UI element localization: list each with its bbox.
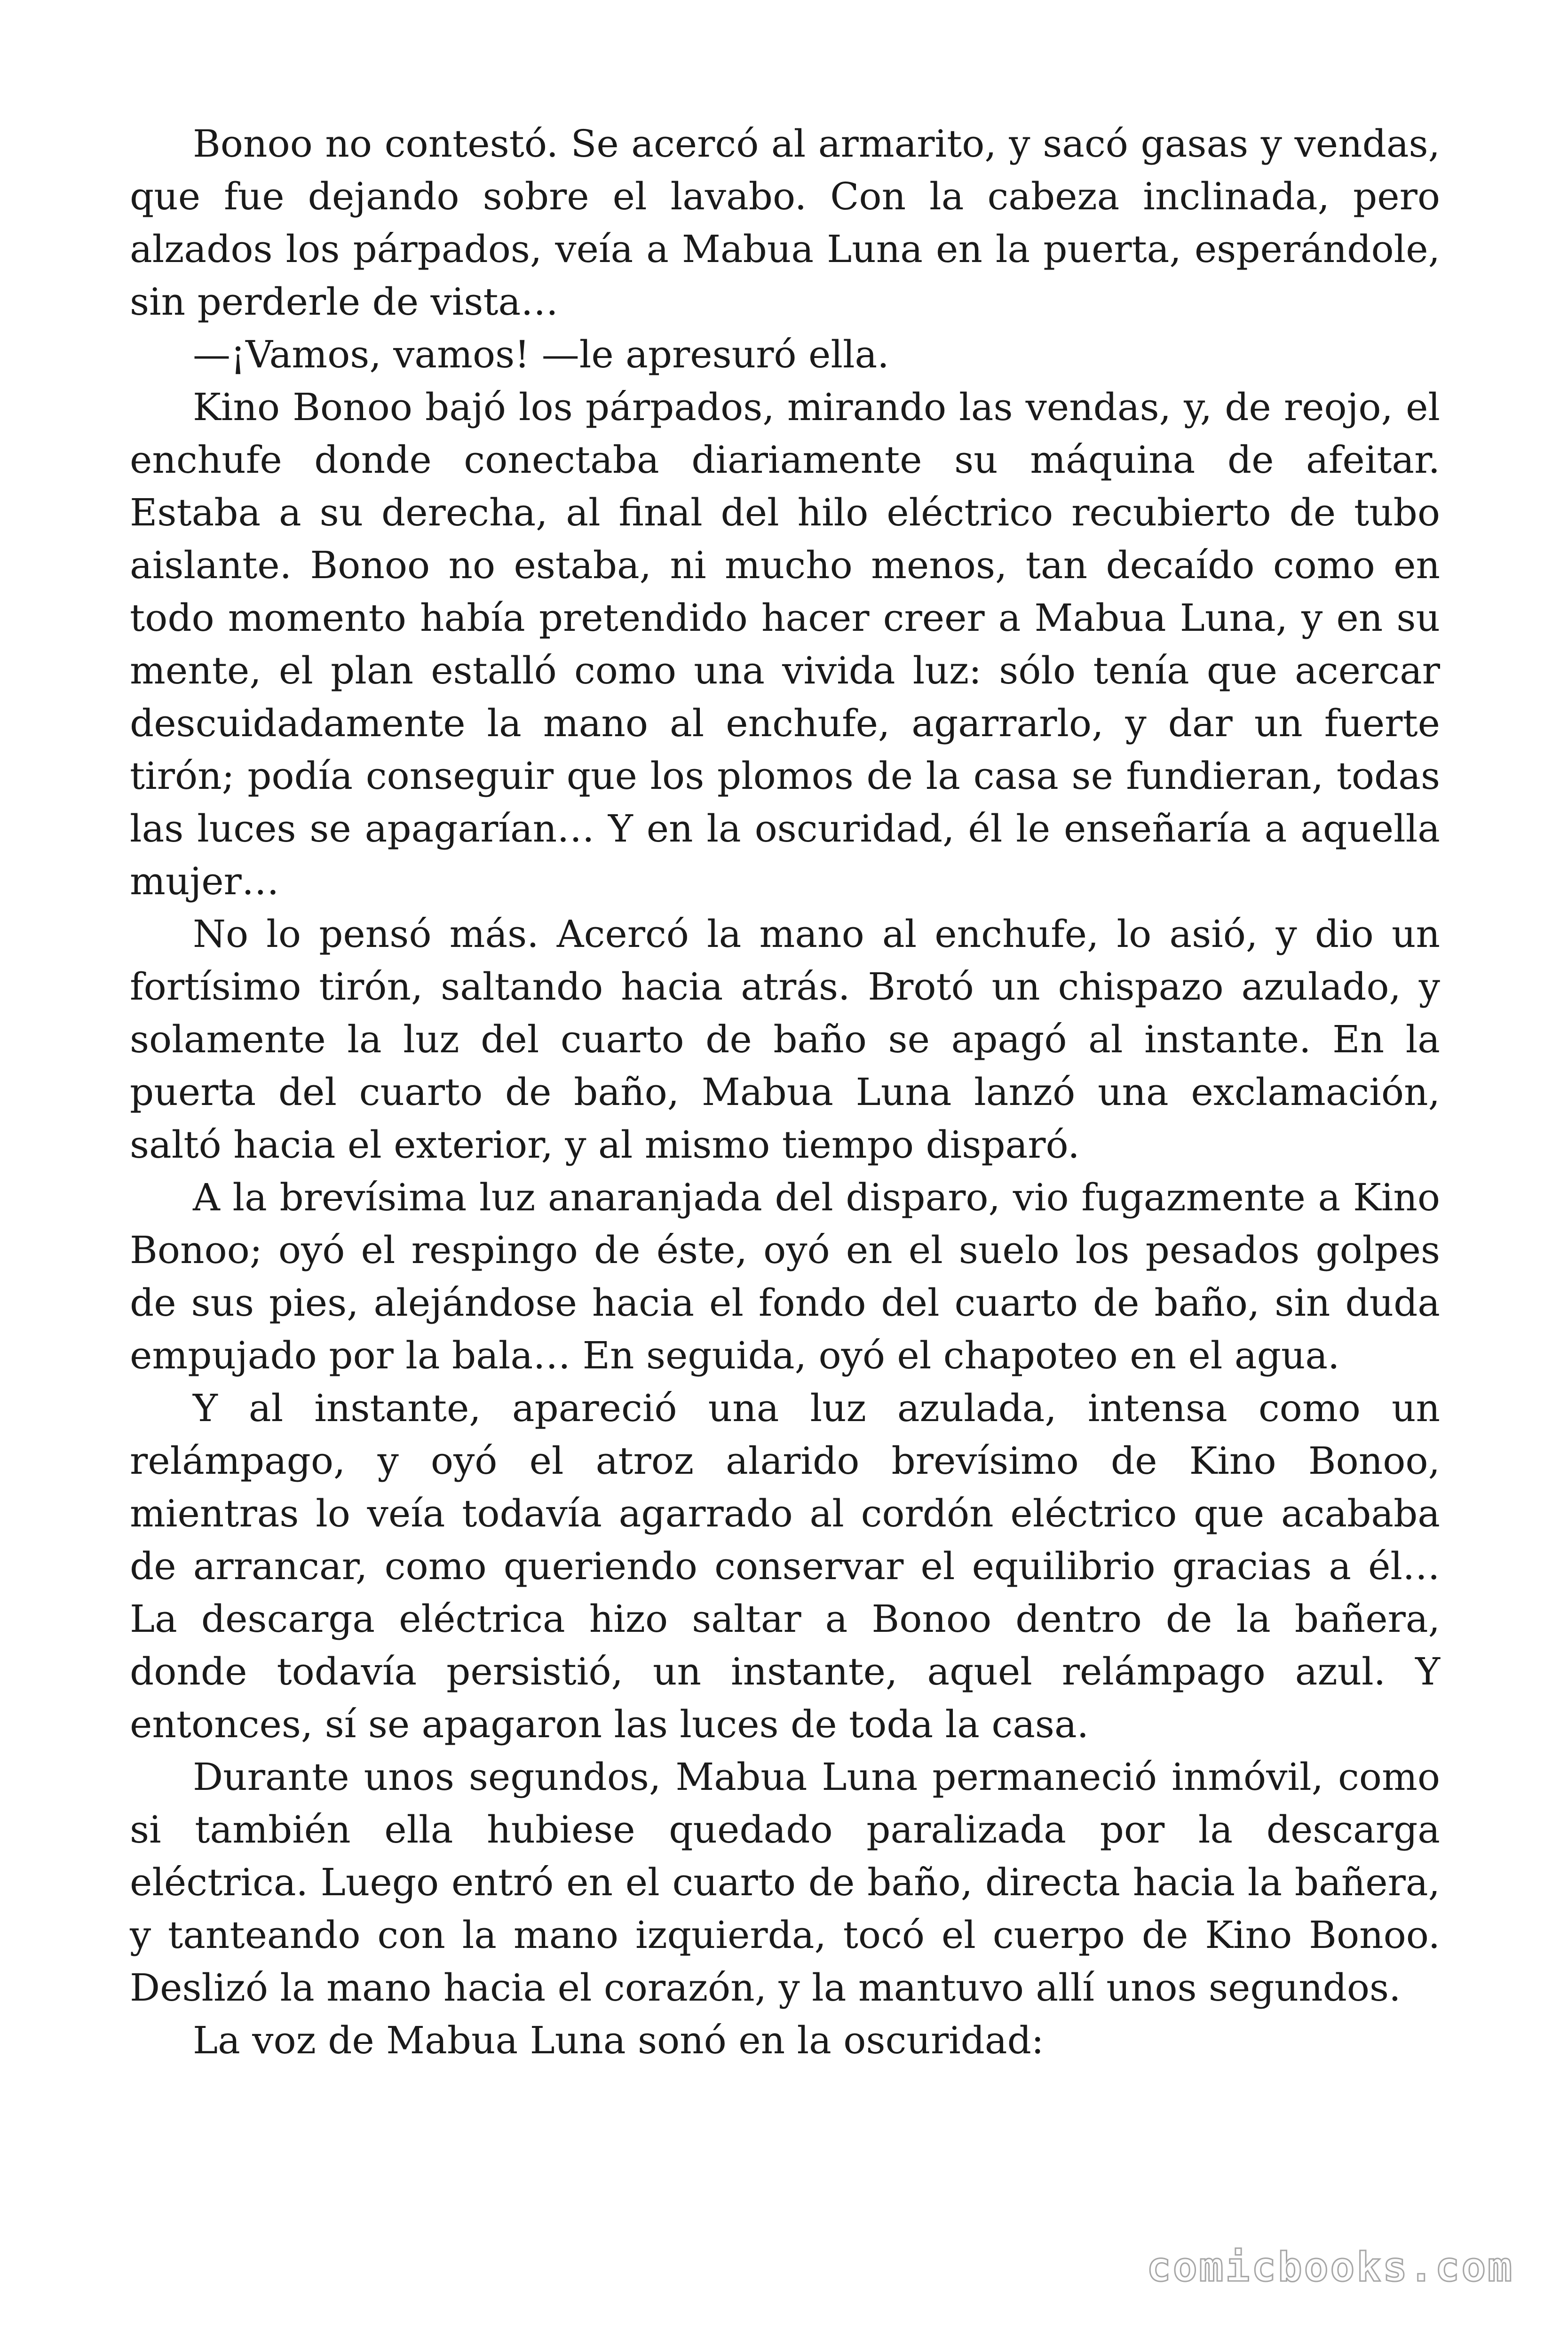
paragraph-5: A la brevísima luz anaranjada del disparo, vio fugazmente a Kino Bonoo; oyó el respingo de éste, oyó en el suelo los pesados golpes de sus pies, alejándose hacia el fondo del cuarto de baño, sin duda empujado por la bala… En seguida, oyó el chapoteo en el agua. bbox=[130, 1176, 1440, 1377]
body-text bbox=[130, 118, 1440, 2067]
paragraph-6: Y al instante, apareció una luz azulada, intensa como un relámpago, y oyó el atroz alarido brevísimo de Kino Bonoo, mientras lo veía todavía agarrado al cordón eléctrico que acababa de arrancar, como queriendo conservar el equilibrio gracias a él… La descarga eléctrica hizo saltar a Bonoo dentro de la bañera, donde todavía persistió, un instante, aquel relámpago azul. Y entonces, sí se apagaron las luces de toda la casa. bbox=[130, 1386, 1440, 1746]
paragraph-8: La voz de Mabua Luna sonó en la oscuridad: bbox=[193, 2018, 1044, 2062]
paragraph-2: —¡Vamos, vamos! —le apresuró ella. bbox=[193, 333, 889, 376]
watermark-text: comicbooks.com bbox=[1147, 2244, 1514, 2291]
paragraph-1: Bonoo no contestó. Se acercó al armarito, y sacó gasas y vendas, que fue dejando sobre el lavabo. Con la cabeza inclinada, pero alzados los párpados, veía a Mabua Luna en la puerta, esperándole, sin perderle de vista… bbox=[130, 122, 1440, 324]
paragraph-4: No lo pensó más. Acercó la mano al enchufe, lo asió, y dio un fortísimo tirón, saltando hacia atrás. Brotó un chispazo azulado, y solamente la luz del cuarto de baño se apagó al instante. En la puerta del cuarto de baño, Mabua Luna lanzó una exclamación, saltó hacia el exterior, y al mismo tiempo disparó. bbox=[130, 912, 1440, 1167]
paragraph-3: Kino Bonoo bajó los párpados, mirando las vendas, y, de reojo, el enchufe donde conectaba diariamente su máquina de afeitar. Estaba a su derecha, al final del hilo eléctrico recubierto de tubo aislante. Bonoo no estaba, ni mucho menos, tan decaído como en todo momento había pretendido hacer creer a Mabua Luna, y en su mente, el plan estalló como una vivida luz: sólo tenía que acercar descuidadamente la mano al enchufe, agarrarlo, y dar un fuerte tirón; podía conseguir que los plomos de la casa se fundieran, todas las luces se apagarían… Y en la oscuridad, él le enseñaría a aquella mujer… bbox=[130, 385, 1440, 903]
paragraph-7: Durante unos segundos, Mabua Luna permaneció inmóvil, como si también ella hubiese quedado paralizada por la descarga eléctrica. Luego entró en el cuarto de baño, directa hacia la bañera, y tanteando con la mano izquierda, tocó el cuerpo de Kino Bonoo. Deslizó la mano hacia el corazón, y la mantuvo allí unos segundos. bbox=[130, 1755, 1440, 2010]
